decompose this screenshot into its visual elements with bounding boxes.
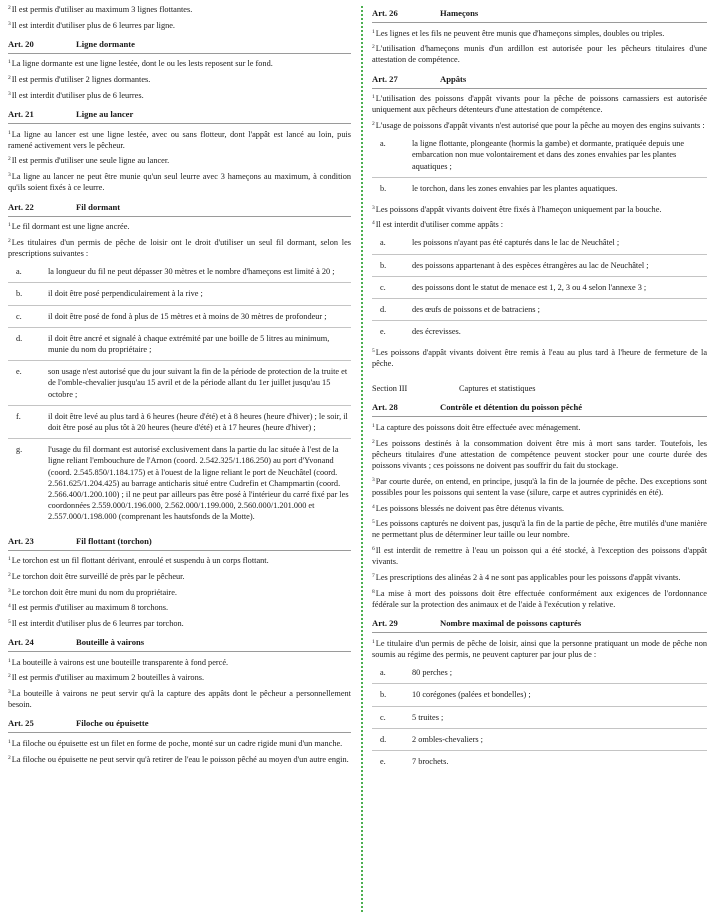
paragraph <box>8 90 351 101</box>
heading-rule <box>372 88 707 89</box>
list-item-label: d. <box>16 333 23 343</box>
list-item-text: la ligne flottante, plongeante (hormis la gambe) et dormante, pratiquée depuis une embarcation non mue volontairement et dans des zones envahies par les plantes aquatiques ; <box>412 139 685 171</box>
list-item <box>372 662 707 684</box>
list-item-label: e. <box>380 756 386 766</box>
paragraph-number: 3 <box>8 172 11 179</box>
paragraph-group <box>372 347 707 369</box>
list-item-label: a. <box>380 668 386 678</box>
list-item-text: le torchon, dans les zones envahies par les plantes aquatiques. <box>412 183 618 193</box>
paragraph <box>372 219 707 230</box>
paragraph-number: 4 <box>372 220 375 227</box>
list-item <box>8 328 351 361</box>
paragraph <box>8 20 351 31</box>
paragraph-text: Il est interdit d'utiliser comme appâts : <box>375 220 504 230</box>
paragraph-text: Il est interdit d'utiliser plus de 6 leurres par torchon. <box>11 618 184 628</box>
list-item-label: c. <box>380 712 386 722</box>
list-item <box>372 277 707 299</box>
paragraph-group <box>372 204 707 231</box>
article-heading <box>372 74 707 85</box>
paragraph <box>372 28 707 39</box>
paragraph <box>372 204 707 215</box>
list-item-text: la longueur du fil ne peut dépasser 30 mètres et le nombre d'hameçons est limité à 20 ; <box>48 267 335 277</box>
list-item-label: c. <box>16 311 22 321</box>
left-column <box>8 4 351 765</box>
paragraph-number: 1 <box>8 129 11 136</box>
list-item <box>372 232 707 254</box>
article-title: Filoche ou épuisette <box>76 718 149 729</box>
article-heading <box>372 618 707 629</box>
paragraph-number: 3 <box>372 476 375 483</box>
list-item-text: des œufs de poissons et de batraciens ; <box>412 305 540 315</box>
article-23 <box>8 536 351 630</box>
paragraph-group <box>8 555 351 629</box>
paragraph-number: 6 <box>372 546 375 553</box>
paragraph-number: 2 <box>8 75 11 82</box>
paragraph-group <box>8 657 351 711</box>
paragraph <box>8 738 351 749</box>
article-number: Art. 27 <box>372 73 398 84</box>
paragraph-group <box>8 221 351 259</box>
paragraph-text: La capture des poissons doit être effectuée avec ménagement. <box>375 422 581 432</box>
heading-rule <box>8 53 351 54</box>
paragraph-group <box>372 93 707 131</box>
list-item-label: b. <box>380 183 387 193</box>
paragraph-number: 1 <box>372 94 375 101</box>
paragraph <box>372 638 707 660</box>
paragraph-group <box>8 129 351 194</box>
paragraph-number: 2 <box>8 754 11 761</box>
list-item-text: il doit être posé de fond à plus de 15 mètres et à moins de 30 mètres de profondeur ; <box>48 311 327 321</box>
paragraph-text: Il est interdit d'utiliser plus de 6 leurres par ligne. <box>11 20 175 30</box>
paragraph <box>8 237 351 259</box>
article-24 <box>8 637 351 710</box>
list-item <box>372 751 707 772</box>
paragraph <box>8 555 351 566</box>
paragraph-number: 3 <box>8 587 11 594</box>
heading-rule <box>8 550 351 551</box>
section-heading <box>372 383 707 394</box>
paragraph-text: Les lignes et les fils ne peuvent être munis que d'hameçons simples, doubles ou triples. <box>375 28 665 38</box>
item-list <box>8 261 351 527</box>
paragraph-group <box>372 422 707 610</box>
list-item <box>372 133 707 178</box>
article-number: Art. 23 <box>8 535 34 546</box>
paragraph-number: 2 <box>8 673 11 680</box>
paragraph <box>372 93 707 115</box>
list-item-text: 5 truites ; <box>412 712 444 722</box>
article-heading <box>8 718 351 729</box>
list-item-text: 7 brochets. <box>412 756 449 766</box>
list-item <box>372 707 707 729</box>
paragraph-text: La bouteille à vairons ne peut servir qu'à la capture des appâts dont le pêcheur a personnellement besoin. <box>8 689 351 710</box>
paragraph <box>8 129 351 151</box>
paragraph-number: 4 <box>8 603 11 610</box>
paragraph-text: La filoche ou épuisette ne peut servir qu'à retirer de l'eau le poisson pêché au moyen d'un autre engin. <box>11 754 349 764</box>
paragraph <box>8 74 351 85</box>
paragraph <box>8 618 351 629</box>
article-27 <box>372 74 707 370</box>
list-item-label: e. <box>16 367 22 377</box>
heading-rule <box>372 22 707 23</box>
article-28 <box>372 402 707 610</box>
list-item <box>8 306 351 328</box>
paragraph <box>372 518 707 540</box>
list-item <box>372 255 707 277</box>
paragraph-text: L'utilisation des poissons d'appât vivants pour la pêche de poissons carnassiers est autorisée uniquement aux pêcheurs détenteurs d'une attestation de compétence. <box>372 94 707 115</box>
list-item <box>372 684 707 706</box>
top-paragraphs <box>8 4 351 31</box>
paragraph-text: Il est permis d'utiliser 2 lignes dormantes. <box>11 75 151 85</box>
article-number: Art. 29 <box>372 618 398 629</box>
paragraph-number: 2 <box>372 438 375 445</box>
heading-rule <box>372 416 707 417</box>
article-heading <box>8 109 351 120</box>
list-item-text: des poissons appartenant à des espèces étrangères au lac de Neuchâtel ; <box>412 260 649 270</box>
list-item-text: il doit être ancré et signalé à chaque extrémité par une boille de 5 litres au minimum, munie du nom du propriétaire ; <box>48 333 330 354</box>
list-item-label: b. <box>16 289 23 299</box>
paragraph-group <box>372 638 707 660</box>
paragraph-number: 2 <box>8 237 11 244</box>
paragraph <box>8 672 351 683</box>
paragraph-text: Les prescriptions des alinéas 2 à 4 ne sont pas applicables pour les poissons d'appât vivants. <box>375 573 681 583</box>
section-title: Captures et statistiques <box>459 384 536 394</box>
item-list <box>372 232 707 342</box>
article-number: Art. 28 <box>372 402 398 413</box>
paragraph-number: 2 <box>8 5 11 11</box>
paragraph-text: Le torchon doit être muni du nom du propriétaire. <box>11 587 177 597</box>
list-item-label: a. <box>16 267 22 277</box>
paragraph-text: Le fil dormant est une ligne ancrée. <box>11 222 130 232</box>
paragraph-text: Il est permis d'utiliser au maximum 8 torchons. <box>11 603 169 613</box>
article-number: Art. 21 <box>8 109 34 120</box>
paragraph <box>372 120 707 131</box>
article-title: Ligne au lancer <box>76 109 134 120</box>
article-heading <box>8 202 351 213</box>
paragraph <box>8 155 351 166</box>
paragraph-group <box>8 738 351 765</box>
list-item-label: a. <box>380 238 386 248</box>
paragraph-group <box>8 58 351 101</box>
paragraph-number: 3 <box>372 204 375 211</box>
list-item-text: des écrevisses. <box>412 327 461 337</box>
paragraph <box>372 476 707 498</box>
paragraph-text: Les poissons d'appât vivants doivent être fixés à l'hameçon uniquement par la bouche. <box>375 204 662 214</box>
paragraph-text: Les poissons blessés ne doivent pas être détenus vivants. <box>375 503 565 513</box>
paragraph-number: 4 <box>372 503 375 510</box>
heading-rule <box>8 216 351 217</box>
paragraph-text: La mise à mort des poissons doit être effectuée conformément aux exigences de l'ordonnance fédérale sur la protection des animaux et de l'aide à l'exécution y relative. <box>372 588 707 609</box>
paragraph-number: 1 <box>8 738 11 745</box>
paragraph-text: Il est permis d'utiliser une seule ligne au lancer. <box>11 156 170 166</box>
paragraph-text: Il est interdit de remettre à l'eau un poisson qui a été stocké, à l'exception des poissons d'appât vivants. <box>372 546 707 567</box>
paragraph <box>372 422 707 433</box>
article-title: Ligne dormante <box>76 38 135 49</box>
list-item <box>8 283 351 305</box>
item-list <box>372 133 707 199</box>
paragraph-number: 1 <box>8 657 11 664</box>
article-number: Art. 24 <box>8 637 34 648</box>
article-number: Art. 26 <box>372 8 398 18</box>
article-20 <box>8 39 351 101</box>
list-item <box>8 439 351 527</box>
column-divider <box>361 6 363 912</box>
list-item-label: f. <box>16 411 21 421</box>
article-title: Fil flottant (torchon) <box>76 535 152 546</box>
paragraph-text: Le torchon doit être surveillé de près par le pêcheur. <box>11 571 185 581</box>
paragraph-number: 3 <box>8 90 11 97</box>
paragraph <box>372 545 707 567</box>
paragraph-number: 1 <box>372 28 375 35</box>
paragraph-number: 5 <box>372 519 375 526</box>
heading-rule <box>372 632 707 633</box>
paragraph <box>8 602 351 613</box>
article-title: Bouteille à vairons <box>76 637 145 648</box>
paragraph-number: 3 <box>8 689 11 696</box>
list-item-text: l'usage du fil dormant est autorisé exclusivement dans la partie du lac située à l'est de la ligne reliant l'embouchure de l'Arnon (coord. 2.542.325/1.186.250) au port d'Yvonand (coord. 2.545.850/1.184.175) et à l'ouest de la ligne reliant le port de Neuchâtel (coord. 2.561.625/1.204.425) au barrage anticharis situé entre Cudrefin et Champmartin (coord. 2.566.400/1.200.100) ; il ne peut par ailleurs pas être posé à l'intérieur du carré fixé par les coordonnées 2.559.000/1.196.000, 2.562.000/1.199.000, 2.560.000/1.201.000 et 2.557.000/1.198.000 (comprenant les hautsfonds de la Motte). <box>48 445 349 522</box>
paragraph-number: 3 <box>8 20 11 27</box>
paragraph <box>8 58 351 69</box>
list-item <box>372 321 707 342</box>
heading-rule <box>8 732 351 733</box>
paragraph <box>372 588 707 610</box>
article-21 <box>8 109 351 194</box>
article-heading <box>8 637 351 648</box>
article-title: Contrôle et détention du poisson pêché <box>440 402 583 413</box>
paragraph <box>372 43 707 65</box>
paragraph <box>8 171 351 193</box>
list-item <box>372 729 707 751</box>
paragraph-text: Il est interdit d'utiliser plus de 6 leurres. <box>11 90 144 100</box>
item-list <box>372 662 707 772</box>
paragraph-number: 1 <box>8 59 11 66</box>
list-item <box>8 406 351 439</box>
paragraph <box>8 4 351 15</box>
paragraph-text: La ligne dormante est une ligne lestée, dont le ou les lests reposent sur le fond. <box>11 59 273 69</box>
paragraph-number: 2 <box>8 571 11 578</box>
paragraph-number: 5 <box>372 347 375 354</box>
list-item-label: b. <box>380 260 387 270</box>
paragraph <box>8 657 351 668</box>
article-29 <box>372 618 707 772</box>
paragraph <box>8 688 351 710</box>
heading-rule <box>8 651 351 652</box>
paragraph-text: Par courte durée, on entend, en principe, jusqu'à la fin de la journée de pêche. Des exceptions sont possibles pour les poissons qui sentent la vase (silure, carpe et autres cyprinidés en été). <box>372 476 707 497</box>
paragraph <box>8 754 351 765</box>
paragraph-text: Les poissons d'appât vivants doivent être remis à l'eau au plus tard à l'heure de fermeture de la pêche. <box>372 347 707 369</box>
article-22 <box>8 202 351 528</box>
paragraph-number: 7 <box>372 573 375 580</box>
paragraph-number: 2 <box>372 121 375 128</box>
paragraph-text: La ligne au lancer ne peut être munie qu'un seul leurre avec 3 hameçons au maximum, à condition qu'ils soient fixés à ce leurre. <box>8 172 351 193</box>
list-item-text: 80 perches ; <box>412 668 453 678</box>
paragraph <box>372 347 707 369</box>
paragraph-number: 1 <box>372 422 375 429</box>
list-item-label: c. <box>380 282 386 292</box>
paragraph-text: La bouteille à vairons est une bouteille transparente à fond percé. <box>11 657 229 667</box>
paragraph-text: L'usage de poissons d'appât vivants n'est autorisé que pour la pêche au moyen des engins suivants : <box>375 121 705 131</box>
list-item-text: des poissons dont le statut de menace est 1, 2, 3 ou 4 selon l'annexe 3 ; <box>412 282 647 292</box>
article-number: Art. 22 <box>8 201 34 212</box>
list-item-label: g. <box>16 445 23 455</box>
article-heading <box>372 8 707 19</box>
paragraph-number: 8 <box>372 588 375 595</box>
article-number: Art. 20 <box>8 38 34 49</box>
list-item-text: les poissons n'ayant pas été capturés dans le lac de Neuchâtel ; <box>412 238 620 248</box>
paragraph-text: Les titulaires d'un permis de pêche de loisir ont le droit d'utiliser un seul fil dormant, selon les prescriptions suivantes : <box>8 237 351 258</box>
paragraph <box>372 572 707 583</box>
article-number: Art. 25 <box>8 718 34 729</box>
heading-rule <box>8 123 351 124</box>
paragraph <box>372 503 707 514</box>
list-item-label: b. <box>380 690 387 700</box>
paragraph-number: 1 <box>8 222 11 229</box>
list-item-label: a. <box>380 139 386 149</box>
paragraph-text: Le torchon est un fil flottant dérivant, enroulé et suspendu à un corps flottant. <box>11 556 269 566</box>
list-item-label: e. <box>380 327 386 337</box>
list-item-text: il doit être posé perpendiculairement à la rive ; <box>48 289 203 299</box>
paragraph-number: 2 <box>8 156 11 163</box>
paragraph-text: La ligne au lancer est une ligne lestée, avec ou sans flotteur, dont l'appât est lancé au loin, puis ramené activement vers le pêcheur. <box>8 129 351 150</box>
list-item-text: 10 corégones (palées et bondelles) ; <box>412 690 531 700</box>
paragraph-text: Le titulaire d'un permis de pêche de loisir, ainsi que la personne pratiquant un mode de pêche non soumis au régime des permis, ne peuvent capturer par jour plus de : <box>372 638 707 659</box>
list-item-label: d. <box>380 305 387 315</box>
article-title: Appâts <box>440 73 467 84</box>
list-item <box>372 299 707 321</box>
paragraph-text: L'utilisation d'hameçons munis d'un ardillon est autorisée pour les pêcheurs titulaires d'une attestation de compétence. <box>372 44 707 65</box>
article-heading <box>8 536 351 547</box>
article-25 <box>8 718 351 764</box>
list-item-text: 2 ombles-chevaliers ; <box>412 734 483 744</box>
article-26 <box>372 8 707 66</box>
list-item <box>8 361 351 406</box>
paragraph-text: Les poissons destinés à la consommation doivent être mis à mort sans tarder. Toutefois, les pêcheurs titulaires d'une attestation de compétence peuvent stocker pour une courte durée des poissons vivants ; ces poissons ne doivent pas souffrir du fait du stockage. <box>372 438 707 470</box>
paragraph <box>8 221 351 232</box>
paragraph-text: Il est permis d'utiliser au maximum 3 lignes flottantes. <box>11 5 193 14</box>
article-title: Nombre maximal de poissons capturés <box>440 618 582 629</box>
section-number: Section III <box>372 384 408 394</box>
paragraph-text: Il est permis d'utiliser au maximum 2 bouteilles à vairons. <box>11 673 205 683</box>
article-title: Fil dormant <box>76 201 121 212</box>
paragraph-text: La filoche ou épuisette est un filet en forme de poche, monté sur un cadre rigide muni d'un manche. <box>11 738 343 748</box>
paragraph-group <box>372 28 707 66</box>
paragraph-number: 5 <box>8 618 11 625</box>
list-item <box>8 261 351 283</box>
paragraph-number: 2 <box>372 44 375 51</box>
paragraph <box>372 438 707 472</box>
right-column <box>372 4 707 772</box>
paragraph-text: Les poissons capturés ne doivent pas, jusqu'à la fin de la partie de pêche, être mutilés d'une manière ne permettant plus de déterminer leur taille ou leur nombre. <box>372 519 707 540</box>
list-item-label: d. <box>380 734 387 744</box>
paragraph <box>8 571 351 582</box>
article-heading <box>8 39 351 50</box>
paragraph-number: 1 <box>8 556 11 563</box>
article-title: Hameçons <box>440 8 479 18</box>
article-heading <box>372 402 707 413</box>
list-item-text: il doit être levé au plus tard à 6 heures (heure d'été) et à 8 heures (heure d'hiver) ; le soir, il doit être posé au plus tôt à 20 heures (heure d'été) et à 17 heures (heure d'hiver) ; <box>48 411 348 432</box>
list-item-text: son usage n'est autorisé que du jour suivant la fin de la période de protection de la truite et de l'omble-chevalier jusqu'au 15 avril et de la période allant du 1er juillet jusqu'au 15 octobre ; <box>48 367 348 399</box>
paragraph-number: 1 <box>372 638 375 645</box>
paragraph <box>8 587 351 598</box>
list-item <box>372 178 707 199</box>
